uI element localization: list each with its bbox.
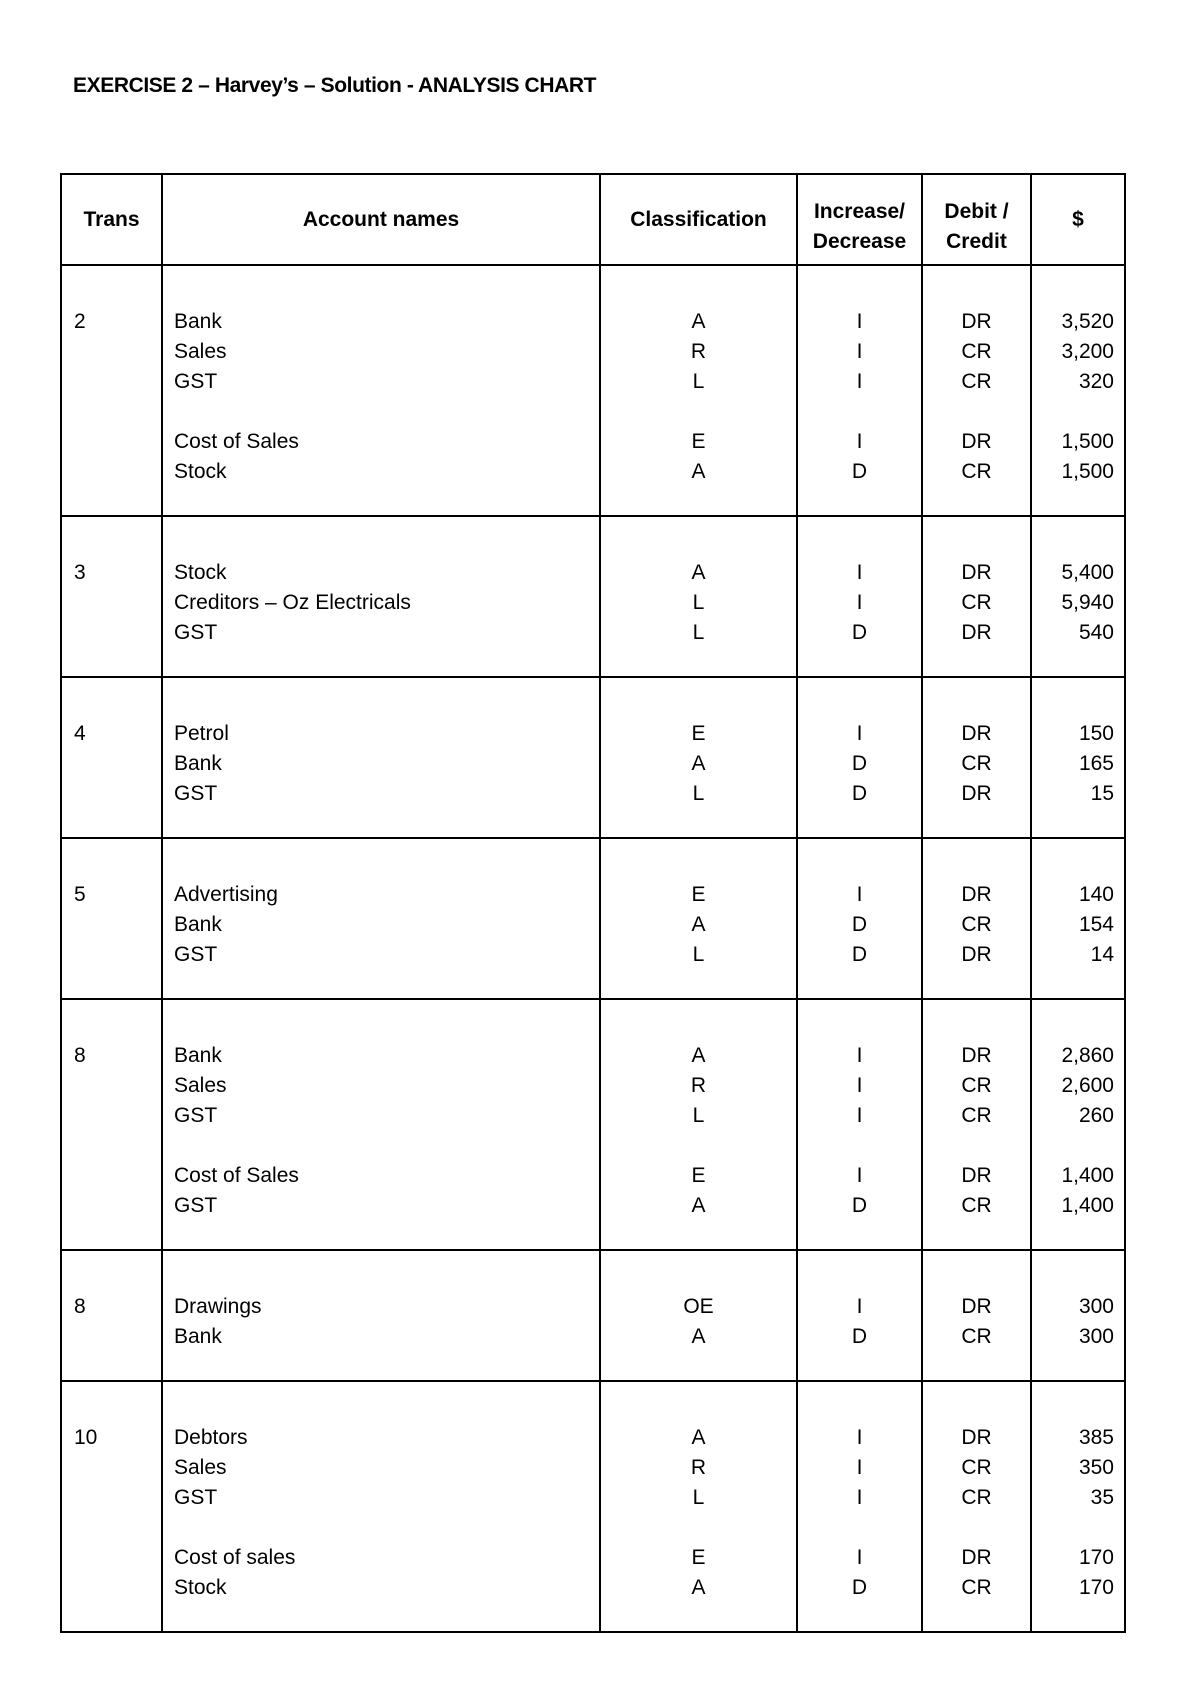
debit-credit-value: CR	[961, 591, 992, 614]
account-names-value: Cost of Sales	[174, 430, 299, 453]
header-account-names: Account names	[162, 174, 600, 265]
classification-cell	[600, 516, 797, 677]
debit-credit-value: DR	[961, 1164, 992, 1187]
classification-cell	[600, 1381, 797, 1632]
account-names-value: Drawings	[174, 1295, 262, 1318]
trans-cell	[61, 838, 162, 999]
debit-credit-value: DR	[961, 1546, 992, 1569]
classification-value: E	[691, 430, 706, 453]
account-names-value: Creditors – Oz Electricals	[174, 591, 411, 614]
debit-credit-cell	[922, 838, 1031, 999]
account-names-value: Stock	[174, 1576, 227, 1599]
header-amount: $	[1031, 174, 1125, 265]
trans-number: 5	[74, 883, 86, 906]
transaction-group	[61, 999, 1125, 1250]
classification-cell	[600, 999, 797, 1250]
account-names-value: GST	[174, 1194, 218, 1217]
debit-credit-value: CR	[961, 752, 992, 775]
row-spacer	[1032, 1131, 1124, 1161]
account-names-value: Petrol	[174, 722, 229, 745]
account-names-value: Cost of Sales	[174, 1164, 299, 1187]
classification-value: R	[690, 340, 707, 363]
amount-value: 385	[1078, 1426, 1114, 1449]
increase-decrease-value: D	[851, 1576, 868, 1599]
classification-value: L	[692, 621, 705, 644]
row-spacer	[163, 1513, 599, 1543]
amount-value: 5,940	[1061, 591, 1114, 614]
table-header-row	[61, 174, 1125, 265]
amount-value: 140	[1078, 883, 1114, 906]
increase-decrease-value: I	[856, 1164, 863, 1187]
trans-cell	[61, 1381, 162, 1632]
account-names-value: Advertising	[174, 883, 278, 906]
debit-credit-value: CR	[961, 1325, 992, 1348]
increase-decrease-value: D	[851, 913, 868, 936]
trans-number: 4	[74, 722, 86, 745]
increase-decrease-value: I	[856, 370, 863, 393]
account-names-value: Sales	[174, 1456, 227, 1479]
account-names-value: Bank	[174, 1044, 222, 1067]
row-spacer	[601, 1131, 796, 1161]
amount-value: 300	[1078, 1295, 1114, 1318]
debit-credit-value: DR	[961, 1044, 992, 1067]
account-names-value: GST	[174, 1104, 218, 1127]
classification-value: E	[691, 1164, 706, 1187]
increase-decrease-cell	[797, 1381, 922, 1632]
amount-value: 300	[1078, 1325, 1114, 1348]
amount-value: 2,600	[1061, 1074, 1114, 1097]
analysis-chart-table	[60, 173, 1126, 1633]
classification-value: E	[691, 722, 706, 745]
increase-decrease-value: I	[856, 561, 863, 584]
account-names-value: Stock	[174, 460, 227, 483]
account-names-value: Sales	[174, 340, 227, 363]
debit-credit-cell	[922, 1381, 1031, 1632]
amount-value: 35	[1090, 1486, 1114, 1509]
debit-credit-value: DR	[961, 782, 992, 805]
amount-value: 540	[1078, 621, 1114, 644]
amount-value: 1,400	[1061, 1164, 1114, 1187]
debit-credit-value: CR	[961, 1104, 992, 1127]
debit-credit-value: CR	[961, 370, 992, 393]
classification-cell	[600, 677, 797, 838]
classification-cell	[600, 1250, 797, 1381]
transaction-group	[61, 1250, 1125, 1381]
classification-value: L	[692, 1486, 705, 1509]
debit-credit-value: CR	[961, 1194, 992, 1217]
debit-credit-value: CR	[961, 340, 992, 363]
increase-decrease-value: I	[856, 1456, 863, 1479]
trans-number: 8	[74, 1295, 86, 1318]
row-spacer	[923, 397, 1030, 427]
increase-decrease-value: I	[856, 1295, 863, 1318]
amount-value: 1,500	[1061, 430, 1114, 453]
amount-value: 3,520	[1061, 310, 1114, 333]
classification-value: A	[691, 460, 706, 483]
account-names-cell	[162, 1250, 600, 1381]
debit-credit-value: DR	[961, 722, 992, 745]
transaction-group	[61, 677, 1125, 838]
increase-decrease-value: I	[856, 1486, 863, 1509]
increase-decrease-value: I	[856, 722, 863, 745]
debit-credit-value: DR	[961, 883, 992, 906]
increase-decrease-value: I	[856, 340, 863, 363]
increase-decrease-value: I	[856, 430, 863, 453]
classification-value: A	[691, 1044, 706, 1067]
classification-value: R	[690, 1456, 707, 1479]
increase-decrease-cell	[797, 677, 922, 838]
row-spacer	[601, 1513, 796, 1543]
row-spacer	[601, 397, 796, 427]
increase-decrease-value: D	[851, 1325, 868, 1348]
amount-value: 350	[1078, 1456, 1114, 1479]
trans-cell	[61, 1250, 162, 1381]
classification-value: OE	[683, 1295, 714, 1318]
debit-credit-cell	[922, 265, 1031, 516]
debit-credit-value: CR	[961, 1074, 992, 1097]
amount-value: 170	[1078, 1546, 1114, 1569]
account-names-value: Stock	[174, 561, 227, 584]
increase-decrease-cell	[797, 516, 922, 677]
account-names-value: GST	[174, 621, 218, 644]
classification-value: A	[691, 1426, 706, 1449]
increase-decrease-cell	[797, 838, 922, 999]
row-spacer	[798, 397, 921, 427]
transaction-group	[61, 1381, 1125, 1632]
classification-value: A	[691, 310, 706, 333]
debit-credit-value: DR	[961, 561, 992, 584]
row-spacer	[798, 1513, 921, 1543]
trans-number: 8	[74, 1044, 86, 1067]
classification-value: E	[691, 1546, 706, 1569]
debit-credit-cell	[922, 677, 1031, 838]
amount-cell	[1031, 516, 1125, 677]
account-names-cell	[162, 999, 600, 1250]
amount-value: 150	[1078, 722, 1114, 745]
account-names-value: Cost of sales	[174, 1546, 296, 1569]
account-names-cell	[162, 677, 600, 838]
increase-decrease-cell	[797, 265, 922, 516]
transaction-group	[61, 265, 1125, 516]
classification-value: L	[692, 370, 705, 393]
header-debit-credit: Debit / Credit	[922, 174, 1031, 265]
debit-credit-value: CR	[961, 1456, 992, 1479]
debit-credit-value: DR	[961, 621, 992, 644]
increase-decrease-value: D	[851, 943, 868, 966]
trans-cell	[61, 265, 162, 516]
trans-number: 3	[74, 561, 86, 584]
transaction-group	[61, 838, 1125, 999]
header-classification: Classification	[600, 174, 797, 265]
row-spacer	[923, 1513, 1030, 1543]
debit-credit-value: DR	[961, 430, 992, 453]
increase-decrease-value: I	[856, 310, 863, 333]
increase-decrease-value: D	[851, 782, 868, 805]
amount-value: 1,400	[1061, 1194, 1114, 1217]
increase-decrease-value: I	[856, 1104, 863, 1127]
classification-value: A	[691, 561, 706, 584]
account-names-value: GST	[174, 1486, 218, 1509]
amount-value: 15	[1090, 782, 1114, 805]
account-names-value: Bank	[174, 1325, 222, 1348]
classification-value: A	[691, 913, 706, 936]
classification-cell	[600, 838, 797, 999]
debit-credit-cell	[922, 999, 1031, 1250]
classification-value: R	[690, 1074, 707, 1097]
increase-decrease-value: D	[851, 1194, 868, 1217]
amount-value: 14	[1090, 943, 1114, 966]
page-title: EXERCISE 2 – Harvey’s – Solution - ANALYSIS CHART	[73, 74, 597, 97]
trans-number: 2	[74, 310, 86, 333]
increase-decrease-value: I	[856, 1074, 863, 1097]
debit-credit-value: DR	[961, 310, 992, 333]
debit-credit-cell	[922, 1250, 1031, 1381]
classification-value: A	[691, 1325, 706, 1348]
row-spacer	[163, 1131, 599, 1161]
debit-credit-value: CR	[961, 460, 992, 483]
amount-cell	[1031, 838, 1125, 999]
amount-value: 320	[1078, 370, 1114, 393]
amount-cell	[1031, 1250, 1125, 1381]
classification-value: L	[692, 943, 705, 966]
increase-decrease-value: D	[851, 752, 868, 775]
classification-value: L	[692, 591, 705, 614]
debit-credit-value: CR	[961, 1486, 992, 1509]
row-spacer	[923, 1131, 1030, 1161]
increase-decrease-cell	[797, 999, 922, 1250]
account-names-value: Bank	[174, 913, 222, 936]
account-names-value: Sales	[174, 1074, 227, 1097]
amount-value: 1,500	[1061, 460, 1114, 483]
increase-decrease-value: I	[856, 1044, 863, 1067]
debit-credit-value: DR	[961, 1295, 992, 1318]
increase-decrease-value: D	[851, 621, 868, 644]
transaction-group	[61, 516, 1125, 677]
account-names-cell	[162, 265, 600, 516]
account-names-cell	[162, 1381, 600, 1632]
amount-cell	[1031, 999, 1125, 1250]
row-spacer	[1032, 1513, 1124, 1543]
account-names-cell	[162, 516, 600, 677]
classification-value: L	[692, 1104, 705, 1127]
increase-decrease-value: D	[851, 460, 868, 483]
trans-cell	[61, 677, 162, 838]
amount-value: 260	[1078, 1104, 1114, 1127]
account-names-value: GST	[174, 782, 218, 805]
classification-cell	[600, 265, 797, 516]
amount-value: 165	[1078, 752, 1114, 775]
debit-credit-value: CR	[961, 913, 992, 936]
header-increase-decrease: Increase/ Decrease	[797, 174, 922, 265]
account-names-value: GST	[174, 943, 218, 966]
classification-value: E	[691, 883, 706, 906]
increase-decrease-cell	[797, 1250, 922, 1381]
classification-value: L	[692, 782, 705, 805]
account-names-value: Bank	[174, 310, 222, 333]
increase-decrease-value: I	[856, 1546, 863, 1569]
classification-value: A	[691, 752, 706, 775]
classification-value: A	[691, 1194, 706, 1217]
account-names-value: GST	[174, 370, 218, 393]
row-spacer	[798, 1131, 921, 1161]
amount-value: 3,200	[1061, 340, 1114, 363]
account-names-cell	[162, 838, 600, 999]
amount-value: 154	[1078, 913, 1114, 936]
amount-value: 5,400	[1061, 561, 1114, 584]
debit-credit-value: DR	[961, 943, 992, 966]
account-names-value: Debtors	[174, 1426, 248, 1449]
increase-decrease-value: I	[856, 591, 863, 614]
trans-cell	[61, 999, 162, 1250]
amount-cell	[1031, 265, 1125, 516]
trans-number: 10	[74, 1426, 98, 1449]
row-spacer	[1032, 397, 1124, 427]
debit-credit-cell	[922, 516, 1031, 677]
debit-credit-value: CR	[961, 1576, 992, 1599]
classification-value: A	[691, 1576, 706, 1599]
amount-cell	[1031, 1381, 1125, 1632]
amount-value: 2,860	[1061, 1044, 1114, 1067]
amount-cell	[1031, 677, 1125, 838]
increase-decrease-value: I	[856, 1426, 863, 1449]
trans-cell	[61, 516, 162, 677]
header-trans: Trans	[61, 174, 162, 265]
account-names-value: Bank	[174, 752, 222, 775]
row-spacer	[163, 397, 599, 427]
amount-value: 170	[1078, 1576, 1114, 1599]
debit-credit-value: DR	[961, 1426, 992, 1449]
increase-decrease-value: I	[856, 883, 863, 906]
